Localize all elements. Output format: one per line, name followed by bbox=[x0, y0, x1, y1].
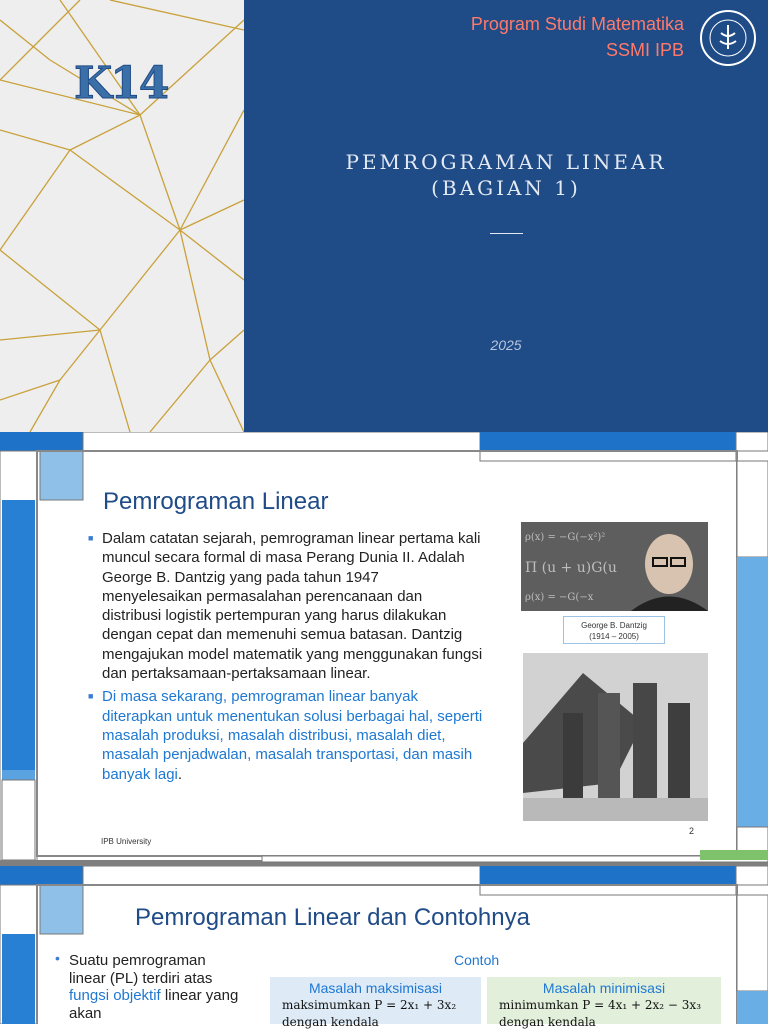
slide-number: 2 bbox=[689, 826, 695, 836]
bullet-square-icon: ■ bbox=[88, 533, 94, 543]
minimization-objective: minimumkan P = 4x₁ + 2x₂ − 3x₃ bbox=[499, 998, 702, 1012]
svg-text:ρ(x) = −G(−x: ρ(x) = −G(−x bbox=[525, 592, 594, 603]
portrait-caption bbox=[563, 616, 665, 644]
maximization-heading: Masalah maksimisasi bbox=[308, 980, 443, 996]
program-name-line2: SSMI IPB bbox=[605, 40, 684, 60]
content-slide-2 bbox=[0, 432, 768, 866]
svg-text:Π (u + u)G(u: Π (u + u)G(u bbox=[525, 560, 617, 576]
caption-years: (1914 – 2005) bbox=[589, 632, 639, 641]
definition-text-part2: linear yang akan bbox=[69, 987, 239, 1022]
maximization-box bbox=[270, 977, 481, 1029]
slide-3-title: Pemrograman Linear dan Contohnya bbox=[135, 904, 530, 931]
bullet-history-text: Dalam catatan sejarah, pemrograman linear pertama kali muncul secara formal di masa Perang Dunia II. Adalah George B. Dantzig yang pada tahun 1947 menyelesaikan permasalahan perencanaan dan distribusi logistik pertempuran yang harus dilakukan dengan cepat dan memenuhi semua batasan. Dantzig mengajukan model matematik yang menggunakan fungsi dan pertaksamaan-pertaksamaan linear. bbox=[102, 530, 483, 683]
program-name-line1: Program Studi Matematika bbox=[470, 14, 684, 34]
definition-highlight: fungsi objektif bbox=[69, 987, 161, 1004]
slide-title-line1: PEMROGRAMAN LINEAR bbox=[345, 150, 667, 174]
bullet-history bbox=[88, 529, 483, 683]
maximization-constraint-label: dengan kendala bbox=[282, 1015, 379, 1029]
title-slide bbox=[0, 0, 768, 432]
minimization-box bbox=[487, 977, 721, 1029]
title-divider bbox=[490, 233, 523, 234]
ww2-soldiers-photo bbox=[523, 653, 708, 821]
footer-ipb-university: IPB University bbox=[101, 837, 152, 846]
slide-2-bullets bbox=[88, 529, 483, 788]
minimization-heading: Masalah minimisasi bbox=[542, 980, 666, 996]
bullet-square-icon: ■ bbox=[88, 691, 94, 702]
ipb-seal-icon bbox=[699, 9, 757, 67]
slide-2-title: Pemrograman Linear bbox=[103, 488, 329, 515]
bullet-definition bbox=[55, 952, 245, 1022]
bullet-modern-use-text: Di masa sekarang, pemrograman linear banyak diterapkan untuk menentukan solusi berbagai hal, seperti masalah produksi, masalah distribusi, masalah diet, masalah penjadwalan, masalah transportasi, dan masih banyak lagi bbox=[102, 688, 483, 783]
content-slide-3 bbox=[0, 866, 768, 1029]
maximization-objective: maksimumkan P = 2x₁ + 3x₂ bbox=[282, 998, 457, 1012]
bullet-dot-icon: • bbox=[55, 950, 60, 966]
svg-text:K14: K14 bbox=[74, 58, 168, 109]
minimization-constraint-label: dengan kendala bbox=[499, 1015, 596, 1029]
example-label: Contoh bbox=[454, 952, 500, 968]
slide-title-line2: (BAGIAN 1) bbox=[431, 176, 581, 200]
slide-3-bullet bbox=[55, 952, 245, 1026]
caption-name: George B. Dantzig bbox=[581, 621, 647, 630]
dantzig-portrait-image bbox=[521, 522, 708, 611]
bullet-modern-use: ■ Di masa sekarang, pemrograman linear banyak diterapkan untuk menentukan solusi berbagai hal, seperti masalah produksi, masalah distribusi, masalah diet, masalah penjadwalan, masalah transportasi, dan masih banyak lagi. bbox=[88, 688, 483, 783]
title-panel bbox=[244, 0, 768, 432]
svg-text:ρ(x) = −G(−x²)²: ρ(x) = −G(−x²)² bbox=[525, 532, 606, 543]
k14-logo bbox=[72, 54, 172, 110]
year-label: 2025 bbox=[490, 337, 522, 353]
definition-text-part1: Suatu pemrograman linear (PL) terdiri atas bbox=[69, 952, 213, 987]
